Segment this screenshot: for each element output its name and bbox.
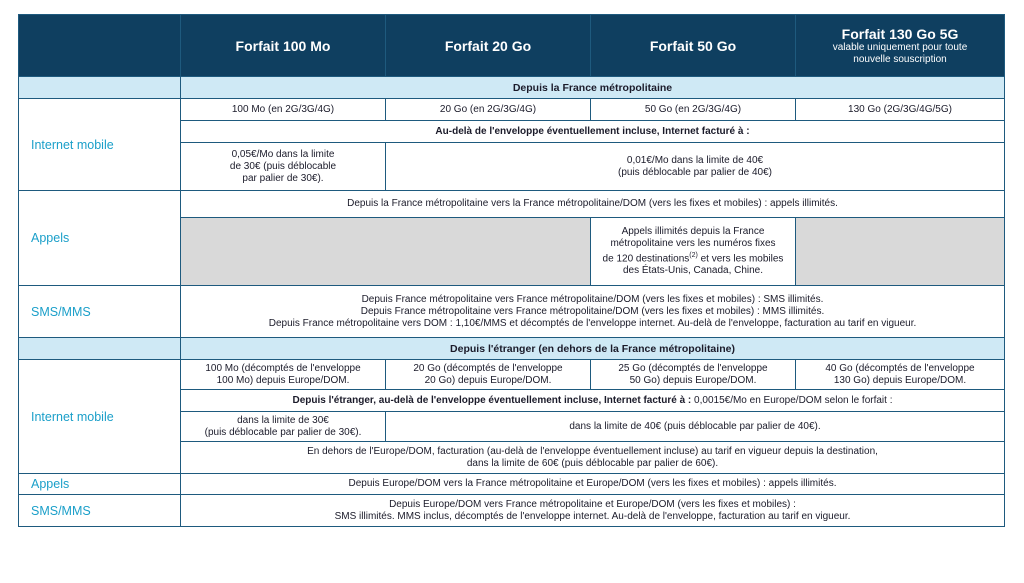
text-line: Depuis Europe/DOM vers France métropolitaine et Europe/DOM (vers les fixes et mobiles) : bbox=[389, 498, 796, 510]
row-label-sms-abroad: SMS/MMS bbox=[19, 495, 181, 527]
row-label-calls-abroad: Appels bbox=[19, 474, 181, 495]
cell-abroad-limit-100mo bbox=[181, 412, 386, 442]
cell-beyond-title: Au-delà de l'enveloppe éventuellement incluse, Internet facturé à : bbox=[181, 121, 1005, 143]
header-forfait-100mo: Forfait 100 Mo bbox=[181, 15, 386, 77]
header-forfait-130go bbox=[796, 15, 1005, 77]
text-fragment-bold: Depuis l'étranger, au-delà de l'enveloppe éventuellement incluse, Internet facturé à : bbox=[292, 394, 692, 406]
cell-data-100mo: 100 Mo (en 2G/3G/4G) bbox=[181, 99, 386, 121]
cell-abroad-beyond bbox=[181, 390, 1005, 412]
text-line: de 30€ (puis déblocable bbox=[229, 160, 337, 172]
cell-abroad-20go bbox=[386, 360, 591, 390]
text-line: 130 Go) depuis Europe/DOM. bbox=[833, 374, 967, 386]
text-line: (puis déblocable par palier de 30€). bbox=[204, 426, 362, 438]
header-row bbox=[19, 15, 1005, 77]
text-line: Depuis France métropolitaine vers DOM : 1,10€/MMS et décomptés de l'enveloppe internet. Au-delà de l'enveloppe, facturation au tarif en vigueur. bbox=[268, 317, 917, 329]
cell-calls-france: Depuis la France métropolitaine vers la France métropolitaine/DOM (vers les fixes et mobiles) : appels illimités. bbox=[181, 191, 1005, 218]
table-row bbox=[19, 286, 1005, 338]
text-line: Appels illimités depuis la France bbox=[621, 225, 765, 237]
cell-calls-grey-right bbox=[796, 218, 1005, 286]
header-forfait-130go-sub1: valable uniquement pour toute bbox=[832, 41, 968, 53]
text-line: (puis déblocable par palier de 40€) bbox=[618, 166, 772, 178]
cell-data-50go: 50 Go (en 2G/3G/4G) bbox=[591, 99, 796, 121]
text-fragment: 0,0015€/Mo en Europe/DOM selon le forfait : bbox=[691, 394, 893, 406]
section-title-france: Depuis la France métropolitaine bbox=[181, 77, 1005, 99]
section-label-blank bbox=[19, 77, 181, 99]
cell-data-130go: 130 Go (2G/3G/4G/5G) bbox=[796, 99, 1005, 121]
text-line bbox=[597, 250, 789, 265]
row-label-sms-france: SMS/MMS bbox=[19, 286, 181, 338]
pricing-table-wrapper bbox=[18, 14, 1004, 527]
section-label-blank bbox=[19, 338, 181, 360]
pricing-table bbox=[18, 14, 1005, 527]
section-row-abroad bbox=[19, 338, 1005, 360]
header-corner bbox=[19, 15, 181, 77]
text-line: 20 Go (décomptés de l'enveloppe bbox=[413, 362, 563, 374]
text-line: 100 Mo (décomptés de l'enveloppe bbox=[205, 362, 361, 374]
cell-beyond-other bbox=[386, 143, 1005, 191]
table-row bbox=[19, 495, 1005, 527]
table-row bbox=[19, 360, 1005, 390]
row-label-internet-abroad: Internet mobile bbox=[19, 360, 181, 474]
footnote-marker: (2) bbox=[689, 251, 698, 259]
table-row bbox=[19, 191, 1005, 218]
text-line: 25 Go (décomptés de l'enveloppe bbox=[618, 362, 768, 374]
header-forfait-130go-sub2: nouvelle souscription bbox=[853, 53, 947, 65]
header-forfait-20go: Forfait 20 Go bbox=[386, 15, 591, 77]
header-forfait-50go: Forfait 50 Go bbox=[591, 15, 796, 77]
cell-calls-50go bbox=[591, 218, 796, 286]
section-title-abroad: Depuis l'étranger (en dehors de la France métropolitaine) bbox=[181, 338, 1005, 360]
text-line: 40 Go (décomptés de l'enveloppe bbox=[825, 362, 975, 374]
text-line: En dehors de l'Europe/DOM, facturation (au-delà de l'enveloppe éventuellement incluse) au tarif en vigueur depuis la destination, bbox=[307, 445, 878, 457]
header-forfait-130go-title: Forfait 130 Go 5G bbox=[841, 25, 959, 42]
cell-data-20go: 20 Go (en 2G/3G/4G) bbox=[386, 99, 591, 121]
cell-abroad-130go bbox=[796, 360, 1005, 390]
text-line: Depuis France métropolitaine vers France métropolitaine/DOM (vers les fixes et mobiles) : MMS illimités. bbox=[360, 305, 825, 317]
text-line: SMS illimités. MMS inclus, décomptés de l'enveloppe internet. Au-delà de l'enveloppe, facturation au tarif en vigueur. bbox=[334, 510, 851, 522]
cell-abroad-50go bbox=[591, 360, 796, 390]
text-line: 20 Go) depuis Europe/DOM. bbox=[424, 374, 552, 386]
text-fragment: de 120 destinations bbox=[602, 253, 690, 265]
cell-calls-abroad: Depuis Europe/DOM vers la France métropolitaine et Europe/DOM (vers les fixes et mobiles) : appels illimités. bbox=[181, 474, 1005, 495]
text-line: dans la limite de 30€ bbox=[237, 414, 329, 426]
row-label-calls-france: Appels bbox=[19, 191, 181, 286]
row-label-internet-france: Internet mobile bbox=[19, 99, 181, 191]
table-row bbox=[19, 99, 1005, 121]
cell-sms-france bbox=[181, 286, 1005, 338]
text-line: 0,05€/Mo dans la limite bbox=[231, 148, 335, 160]
text-line: par palier de 30€). bbox=[242, 172, 324, 184]
text-line: 100 Mo) depuis Europe/DOM. bbox=[216, 374, 350, 386]
text-line: dans la limite de 60€ (puis déblocable par palier de 60€). bbox=[466, 457, 719, 469]
cell-abroad-limit-other: dans la limite de 40€ (puis déblocable par palier de 40€). bbox=[386, 412, 1005, 442]
cell-beyond-100mo bbox=[181, 143, 386, 191]
text-line: des États-Unis, Canada, Chine. bbox=[622, 265, 764, 277]
section-row-france bbox=[19, 77, 1005, 99]
cell-abroad-100mo bbox=[181, 360, 386, 390]
text-line: 0,01€/Mo dans la limite de 40€ bbox=[626, 154, 764, 166]
cell-calls-grey-left bbox=[181, 218, 591, 286]
text-line: Depuis France métropolitaine vers France métropolitaine/DOM (vers les fixes et mobiles) : SMS illimités. bbox=[361, 293, 824, 305]
text-fragment: et vers les mobiles bbox=[697, 253, 784, 265]
table-row bbox=[19, 474, 1005, 495]
text-line: 50 Go) depuis Europe/DOM. bbox=[629, 374, 757, 386]
cell-sms-abroad bbox=[181, 495, 1005, 527]
cell-abroad-outside bbox=[181, 442, 1005, 474]
text-line: métropolitaine vers les numéros fixes bbox=[610, 237, 776, 249]
